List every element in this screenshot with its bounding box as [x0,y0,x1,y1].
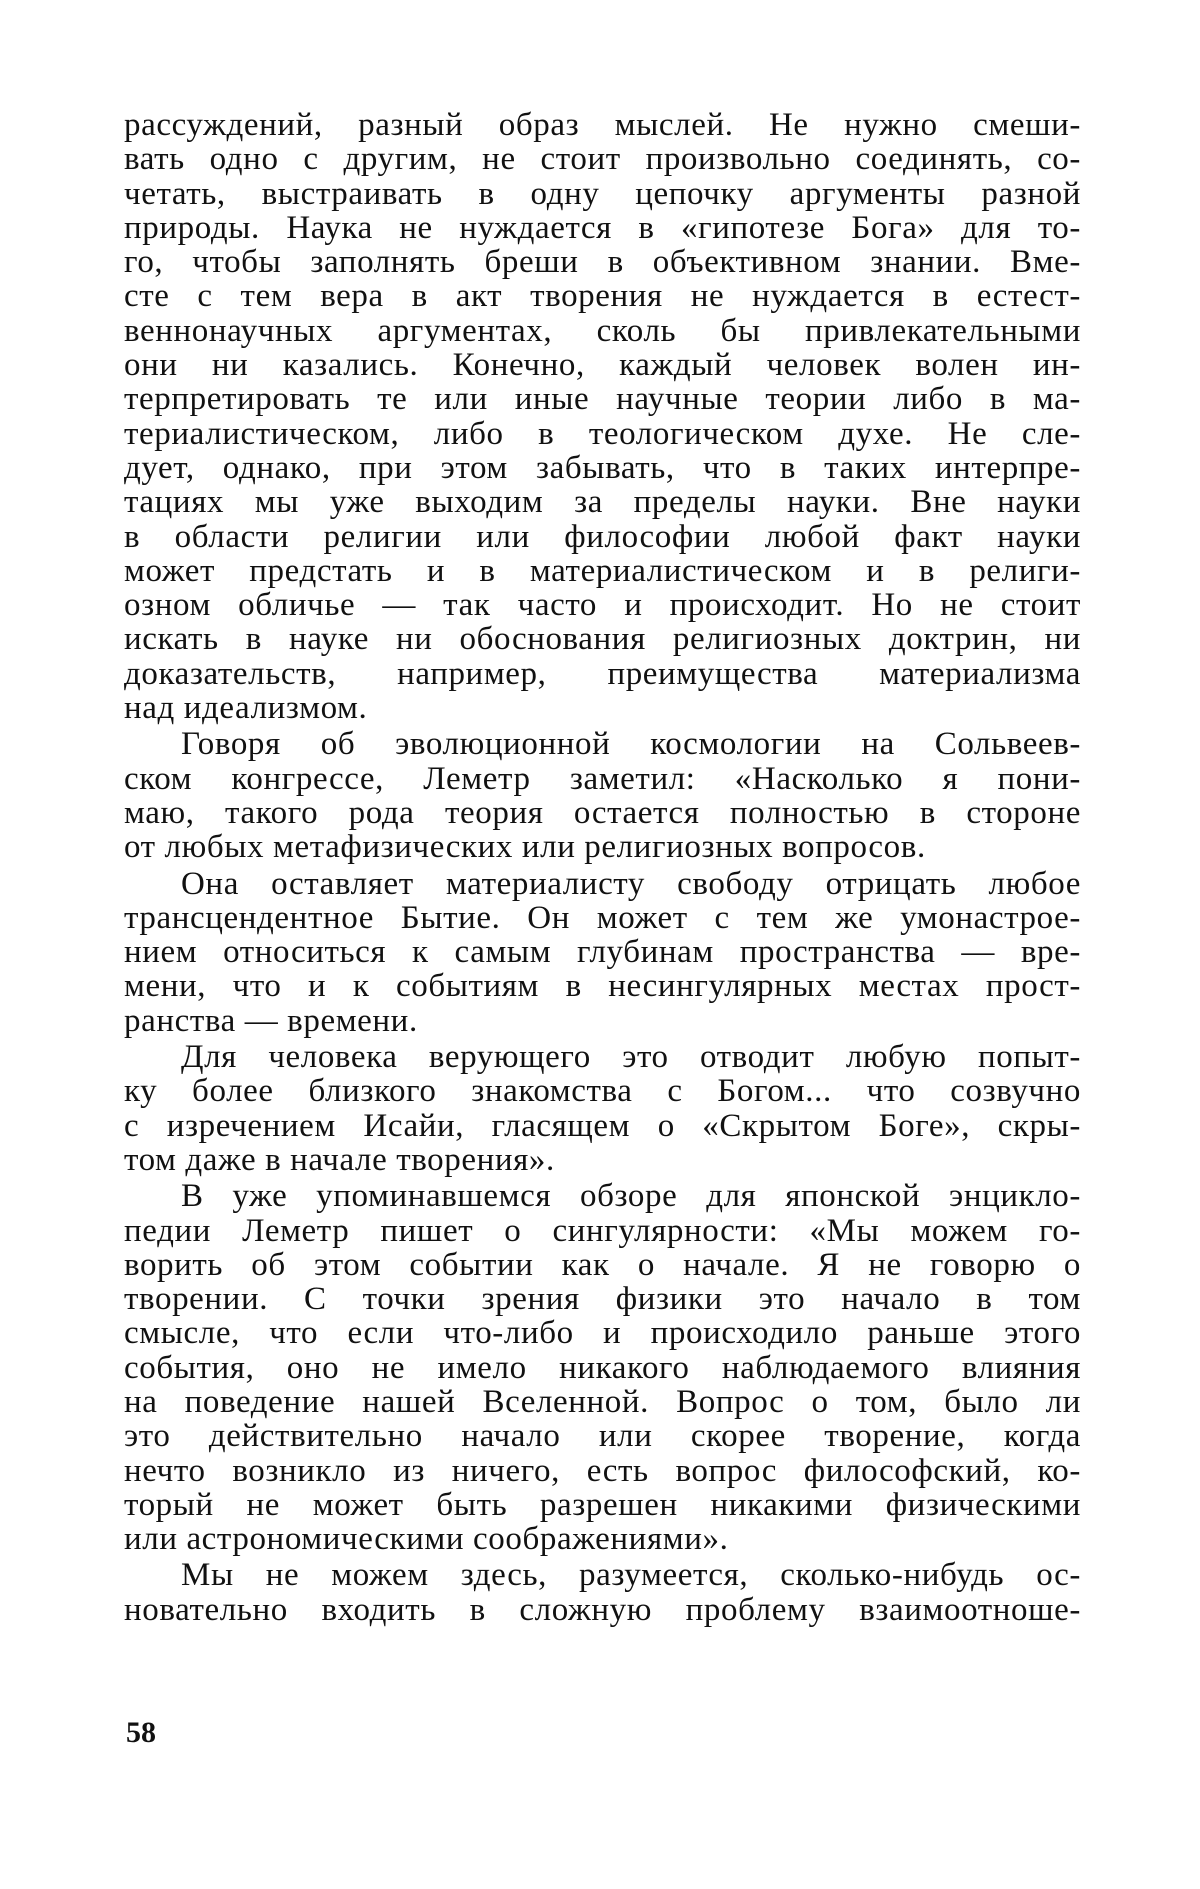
text-line: ском конгрессе, Леметр заметил: «Насколько я пони- [124,761,1081,796]
text-line: ранства — времени. [124,1003,418,1039]
text-line: том даже в начале творения». [124,1142,555,1178]
text-line: веннонаучных аргументах, сколь бы привлекательными [124,313,1081,349]
paragraph [124,867,1081,1038]
text-line: события, оно не имело никакого наблюдаемого влияния [124,1350,1081,1385]
text-line: над идеализмом. [124,691,368,726]
text-line: смысле, что если что-либо и происходило раньше этого [124,1316,1081,1351]
text-line: трансцендентное Бытие. Он может с тем же умонастрое- [124,900,1081,936]
text-line: Для человека верующего это отводит любую попыт- [181,1040,1081,1075]
text-line: ку более близкого знакомства с Богом... что созвучно [124,1074,1081,1109]
text-line: доказательств, например, преимущества материализма [124,656,1081,692]
paragraph [124,1040,1081,1177]
page-text [124,108,1081,1627]
text-line: от любых метафизических или религиозных вопросов. [124,830,926,865]
text-line: вать одно с другим, не стоит произвольно соединять, со- [124,142,1081,177]
text-line: Она оставляет материалисту свободу отрицать любое [181,866,1081,901]
text-line: нечто возникло из ничего, есть вопрос философский, ко- [124,1453,1081,1488]
text-line: это действительно начало или скорее творение, когда [124,1419,1081,1454]
text-line: в области религии или философии любой факт науки [124,519,1081,554]
text-line: терпретировать те или иные научные теории либо в ма- [124,382,1081,417]
text-line: рассуждений, разный образ мыслей. Не нужно смеши- [124,108,1081,143]
text-line: с изречением Исайи, гласящем о «Скрытом Боге», скры- [124,1108,1081,1143]
text-line: искать в науке ни обоснования религиозных доктрин, ни [124,622,1081,657]
text-line: творении. С точки зрения физики это начало в том [124,1282,1081,1317]
text-line: мени, что и к событиям в несингулярных местах прост- [124,969,1081,1004]
text-line: В уже упоминавшемся обзоре для японской энцикло- [181,1179,1081,1214]
text-line: новательно входить в сложную проблему взаимоотноше- [124,1592,1081,1628]
text-line: дует, однако, при этом забывать, что в таких интерпре- [124,450,1081,486]
text-line: природы. Наука не нуждается в «гипотезе Бога» для то- [124,210,1081,246]
text-line: или астрономическими соображениями». [124,1522,729,1557]
paragraph [124,108,1081,725]
text-line: на поведение нашей Вселенной. Вопрос о том, было ли [124,1384,1081,1420]
paragraph [124,1179,1081,1556]
text-line: маю, такого рода теория остается полностью в стороне [124,795,1081,831]
paragraph [124,727,1081,864]
text-line: четать, выстраивать в одну цепочку аргументы разной [124,176,1081,211]
text-line: го, чтобы заполнять бреши в объективном знании. Вме- [124,245,1081,280]
text-line: ворить об этом событии как о начале. Я не говорю о [124,1247,1081,1283]
text-line: педии Леметр пишет о сингулярности: «Мы можем го- [124,1213,1081,1248]
text-line: Мы не можем здесь, разумеется, сколько-нибудь ос- [181,1558,1081,1593]
text-line: может предстать и в материалистическом и в религи- [124,553,1081,589]
text-line: Говоря об эволюционной космологии на Сольвеев- [181,727,1081,762]
text-line: сте с тем вера в акт творения не нуждается в естест- [124,279,1081,314]
text-line: они ни казались. Конечно, каждый человек волен ин- [124,348,1081,383]
text-line: озном обличье — так часто и происходит. Но не стоит [124,588,1081,623]
text-line: териалистическом, либо в теологическом духе. Не сле- [124,416,1081,451]
paragraph [124,1558,1081,1627]
text-line: тациях мы уже выходим за пределы науки. Вне науки [124,485,1081,520]
text-line: торый не может быть разрешен никакими физическими [124,1487,1081,1523]
page-number: 58 [126,1716,156,1749]
text-line: нием относиться к самым глубинам пространства — вре- [124,935,1081,970]
